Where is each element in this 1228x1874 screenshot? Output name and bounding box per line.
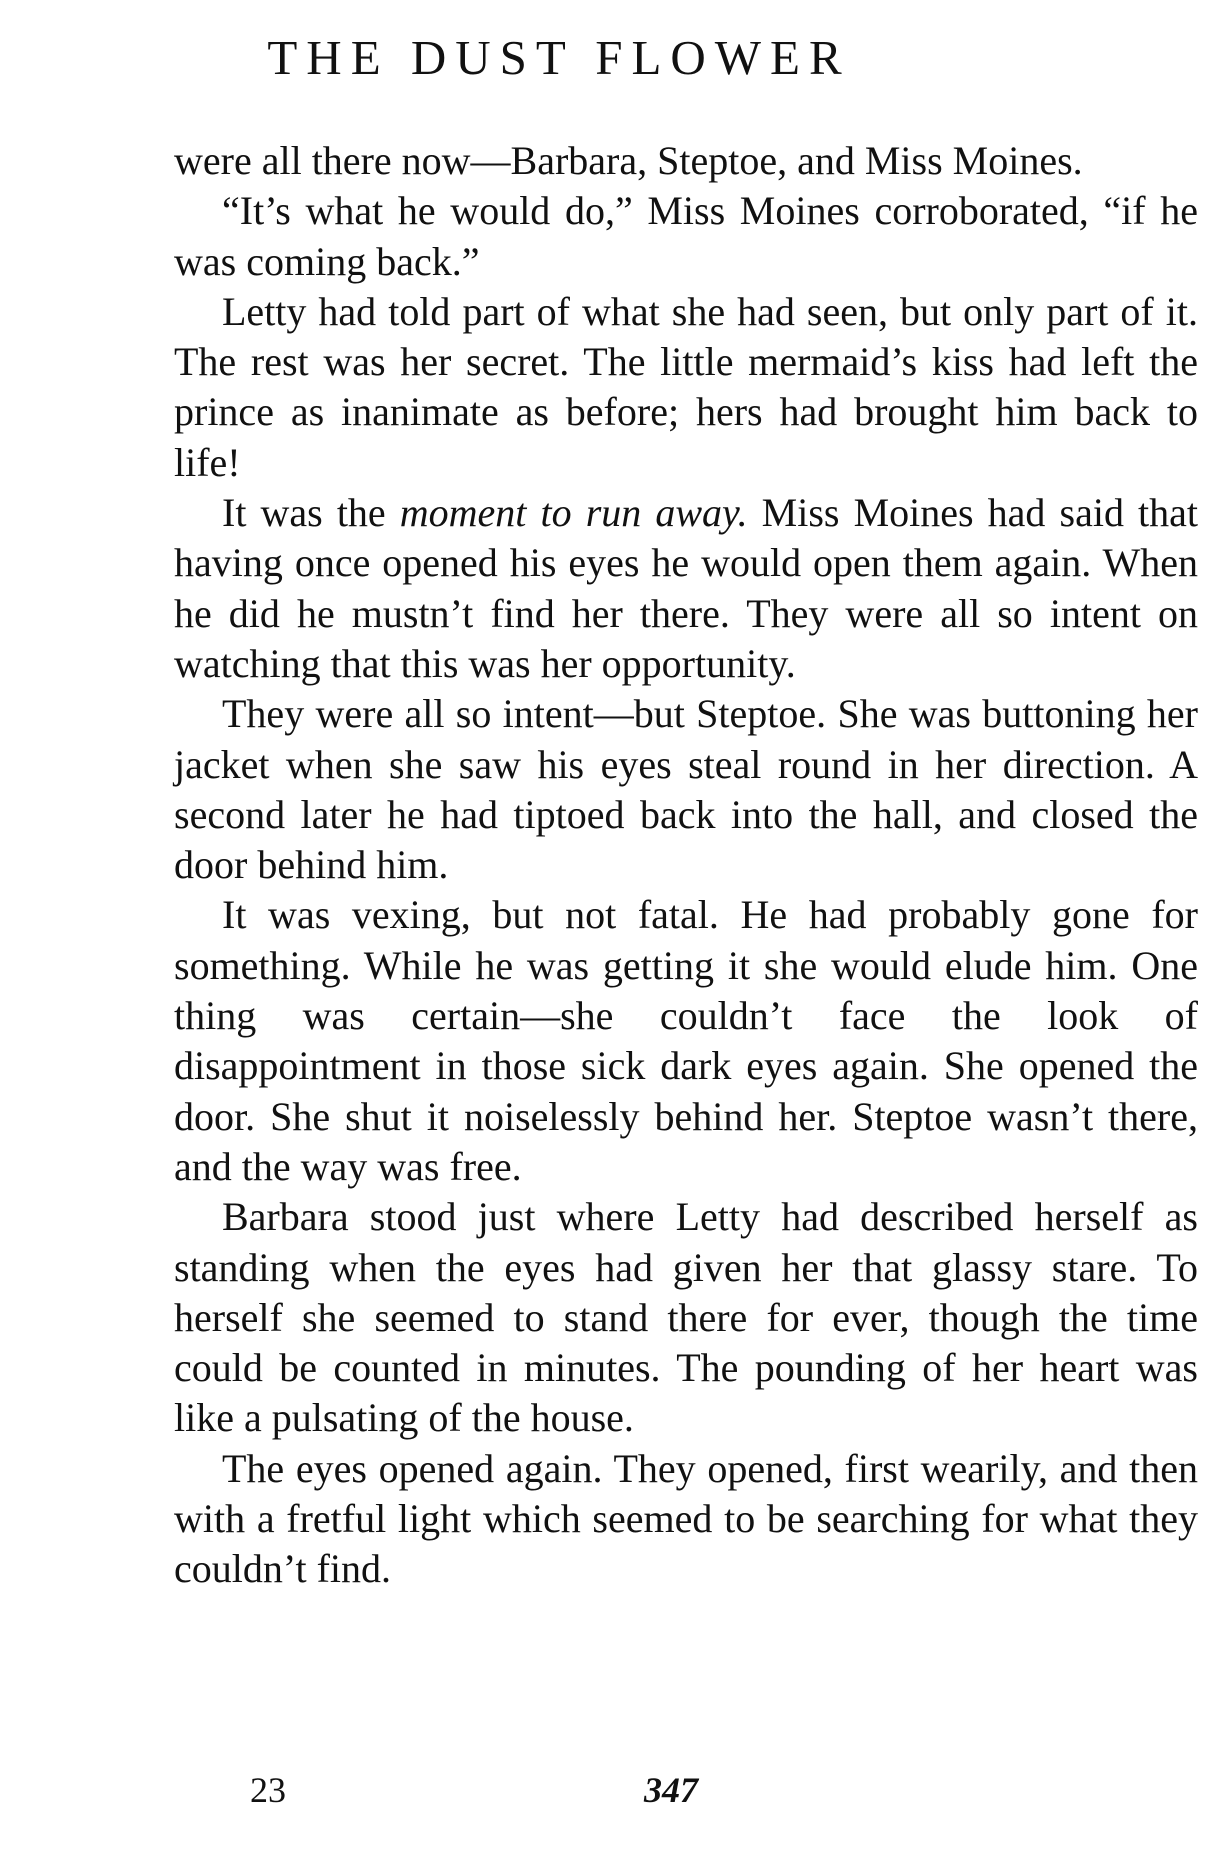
page-number: 347 — [644, 1770, 698, 1810]
paragraph-lead: It was the — [222, 490, 400, 536]
paragraph: It was vexing, but not fatal. He had probably gone for something. While he was getting it she would elude him. One thing was certain—she couldn’t face the look of disappointment in those sick dark eyes again. She opened the door. She shut it noiselessly behind her. Steptoe wasn’t there, and the way was free. — [174, 892, 1198, 1189]
running-head-title: THE DUST FLOWER — [267, 30, 851, 85]
paragraph: Letty had told part of what she had seen, but only part of it. The rest was her secret. The little mermaid’s kiss had left the prince as inanimate as before; hers had brought him back to life! — [174, 288, 1198, 485]
paragraph — [174, 488, 1198, 689]
signature-mark: 23 — [250, 1770, 286, 1810]
paragraph: They were all so intent—but Steptoe. She was buttoning her jacket when she saw his eyes steal round in her direction. A second later he had tiptoed back into the hall, and closed the door behind him. — [174, 691, 1198, 888]
paragraph: “It’s what he would do,” Miss Moines corroborated, “if he was coming back.” — [174, 188, 1198, 284]
paragraph: Barbara stood just where Letty had described herself as standing when the eyes had given her that glassy stare. To herself she seemed to stand there for ever, though the time could be counted in minutes. The pounding of her heart was like a pulsating of the house. — [174, 1194, 1198, 1441]
body-text — [174, 136, 1198, 1595]
paragraph: The eyes opened again. They opened, first wearily, and then with a fretful light which seemed to be searching for what they couldn’t find. — [174, 1445, 1198, 1592]
paragraph-rest: Miss Moines had said that having once opened his eyes he would open them again. When he did he mustn’t find her there. They were all so intent on watching that this was her opportunity. — [174, 490, 1199, 686]
italic-emphasis: moment to run away. — [399, 490, 748, 536]
paragraph: were all there now—Barbara, Steptoe, and Miss Moines. — [174, 138, 1083, 183]
